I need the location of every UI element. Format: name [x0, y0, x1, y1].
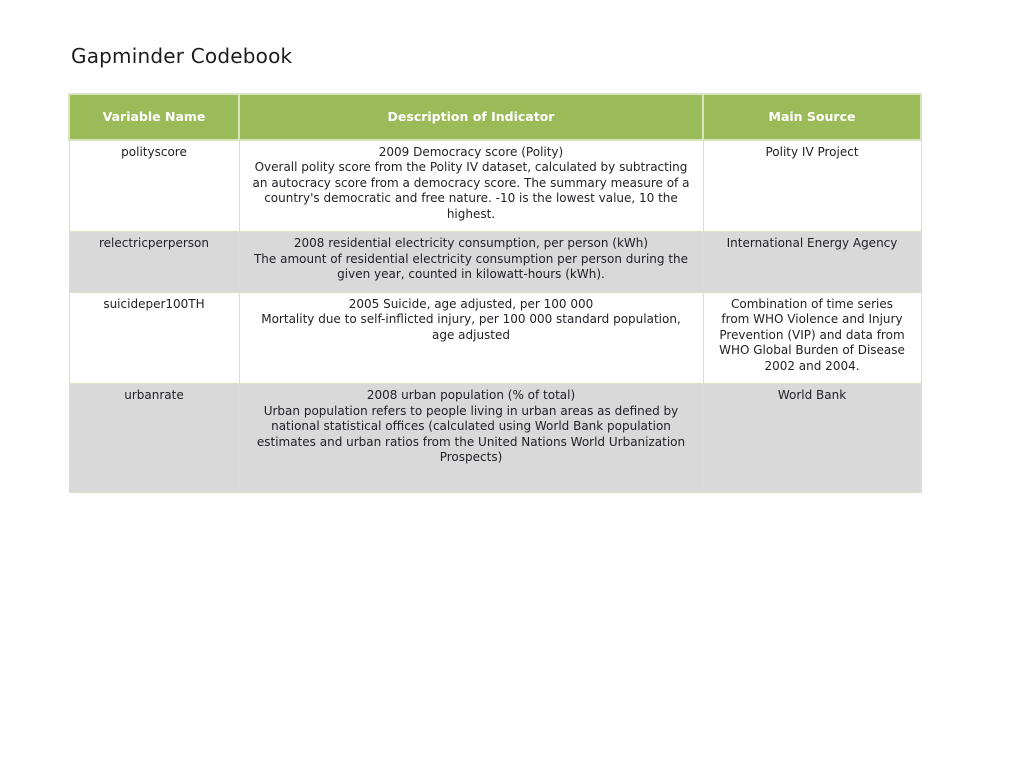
table-body	[69, 140, 921, 493]
indicator-description: Urban population refers to people living in urban areas as defined by national statistical offices (calculated using World Bank population estimates and urban ratios from the United Nations World Urbanization Prospects)	[256, 403, 686, 464]
indicator-title: 2008 urban population (% of total)	[366, 388, 576, 402]
column-header-variable-name: Variable Name	[69, 94, 239, 140]
indicator-title: 2009 Democracy score (Polity)	[378, 144, 564, 159]
main-source-cell: World Bank	[703, 384, 921, 493]
table-row-relectricperperson	[69, 232, 921, 293]
table-row-polityscore	[69, 140, 921, 232]
main-source-cell: International Energy Agency	[703, 232, 921, 293]
description-cell	[239, 292, 703, 384]
table-row-suicideper100TH	[69, 292, 921, 384]
indicator-title: 2005 Suicide, age adjusted, per 100 000	[348, 296, 594, 311]
indicator-description: Mortality due to self-inflicted injury, per 100 000 standard population, age adjusted	[261, 312, 681, 342]
header-row	[69, 94, 921, 140]
description-cell	[239, 140, 703, 232]
page-title: Gapminder Codebook	[71, 44, 293, 68]
description-cell	[239, 232, 703, 293]
variable-name-cell: urbanrate	[69, 384, 239, 493]
indicator-description: The amount of residential electricity consumption per person during the given year, counted in kilowatt-hours (kWh).	[253, 251, 689, 281]
main-source-cell: Polity IV Project	[703, 140, 921, 232]
column-header-main-source: Main Source	[703, 94, 921, 140]
table-row-urbanrate	[69, 384, 921, 493]
main-source-cell: Combination of time series from WHO Violence and Injury Prevention (VIP) and data from WHO Global Burden of Disease 2002 and 2004.	[703, 292, 921, 384]
variable-name-cell: suicideper100TH	[69, 292, 239, 384]
variable-name-cell: relectricperperson	[69, 232, 239, 293]
description-cell	[239, 384, 703, 493]
indicator-title: 2008 residential electricity consumption, per person (kWh)	[293, 236, 649, 250]
variable-name-cell: polityscore	[69, 140, 239, 232]
table-header	[69, 94, 921, 140]
indicator-description: Overall polity score from the Polity IV dataset, calculated by subtracting an autocracy score from a democracy score. The summary measure of a country's democratic and free nature. -10 is the lowest value, 10 the highest.	[252, 160, 690, 221]
column-header-description: Description of Indicator	[239, 94, 703, 140]
codebook-table	[68, 93, 922, 493]
